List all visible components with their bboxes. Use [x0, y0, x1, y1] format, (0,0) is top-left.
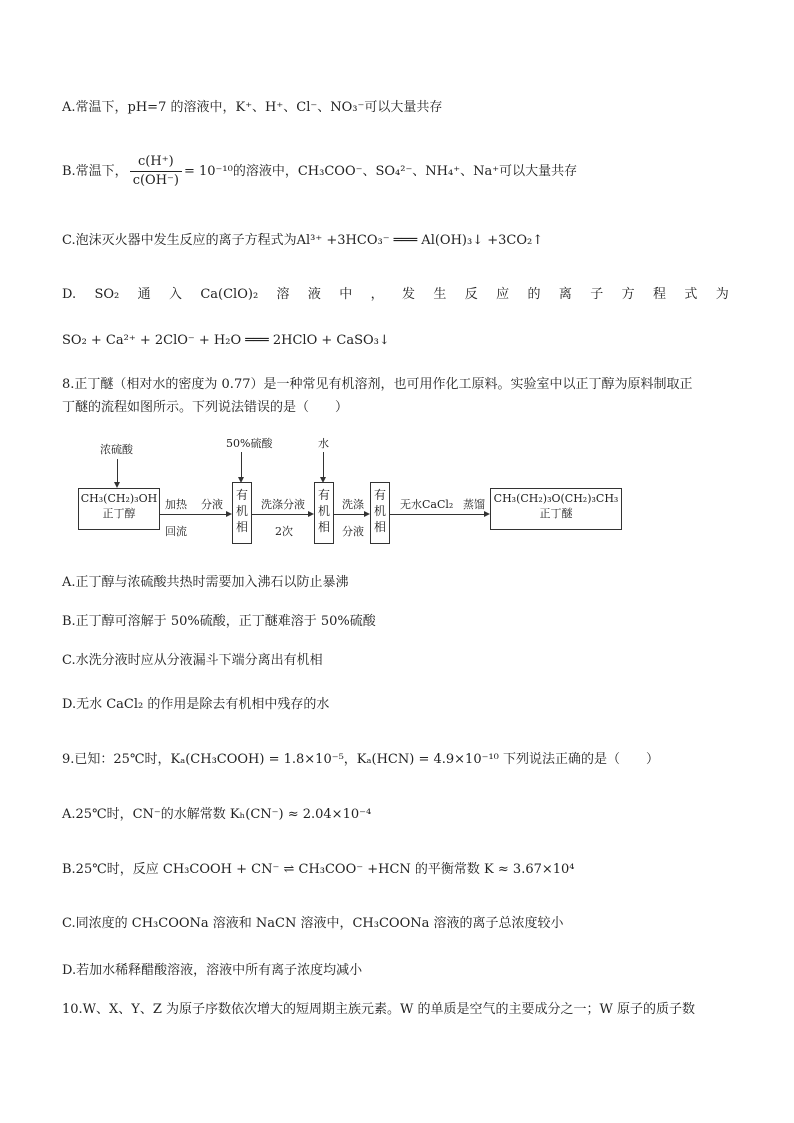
arrow-right-1-line [160, 514, 228, 515]
q7-option-d-line1: D. SO₂ 通 入 Ca(ClO)₂ 溶 液 中 ， 发 生 反 应 的 离 子 方 程 式 为 [62, 287, 729, 302]
end-box [490, 488, 622, 530]
organic-phase-label-1: 有机相 [236, 488, 249, 534]
start-name: 正丁醇 [102, 507, 136, 520]
arrow-right-2-line [252, 514, 310, 515]
organic-phase-box-2 [314, 482, 334, 544]
step-separate-2: 分液 [342, 525, 364, 538]
start-box [78, 488, 160, 530]
ion-product-fraction: $\frac{c(H^+)}{c(OH^-)}$ [130, 153, 182, 190]
q8-option-a: A.正丁醇与浓硫酸共热时需要加入沸石以防止暴沸 [62, 575, 349, 590]
q9-option-a: A.25℃时，CN⁻的水解常数 Kₕ(CN⁻) ≈ 2.04×10⁻⁴ [62, 807, 372, 822]
q8-stem-line1: 8.正丁醚（相对水的密度为 0.77）是一种常见有机溶剂，也可用作化工原料。实验室中以正丁醇为原料制取正 [62, 377, 693, 392]
step-reflux: 回流 [165, 525, 187, 538]
arrow-down-3-line [323, 452, 324, 478]
reagent-50-sulfuric: 50%硫酸 [226, 437, 273, 450]
step-twice: 2次 [275, 525, 293, 538]
organic-phase-box-3 [370, 482, 390, 544]
end-name: 正丁醚 [539, 507, 573, 520]
organic-phase-box-1 [232, 482, 252, 544]
q8-option-c: C.水洗分液时应从分液漏斗下端分离出有机相 [62, 653, 323, 668]
reagent-water: 水 [318, 437, 329, 450]
q9-option-b: B.25℃时，反应 CH₃COOH + CN⁻ ⇌ CH₃COO⁻ +HCN 的平衡常数 K ≈ 3.67×10⁴ [62, 862, 575, 877]
q8-option-b: B.正丁醇可溶解于 50%硫酸，正丁醚难溶于 50%硫酸 [62, 614, 376, 629]
step-separate-1: 分液 [201, 498, 223, 511]
q9-stem: 9.已知：25℃时，Kₐ(CH₃COOH) = 1.8×10⁻⁵，Kₐ(HCN) = 4.9×10⁻¹⁰ 下列说法正确的是（ ） [62, 752, 660, 767]
q9-option-c: C.同浓度的 CH₃COONa 溶液和 NaCN 溶液中，CH₃COONa 溶液的离子总浓度较小 [62, 916, 564, 931]
reagent-conc-sulfuric: 浓硫酸 [100, 443, 133, 456]
step-heat: 加热 [165, 498, 187, 511]
q7-option-d-line2: SO₂ + Ca²⁺ + 2ClO⁻ + H₂O ═══ 2HClO + CaSO₃↓ [62, 333, 390, 348]
step-anhydrous-cacl2: 无水CaCl₂ [400, 498, 454, 511]
q7-option-b: B.常温下， $\frac{c(H^+)}{c(OH^-)}$ = 10⁻¹⁰的溶液中，CH₃COO⁻、SO₄²⁻、NH₄⁺、Na⁺可以大量共存 [62, 154, 578, 188]
arrow-down-1-line [117, 459, 118, 483]
q7-option-a: A.常温下，pH=7 的溶液中，K⁺、H⁺、Cl⁻、NO₃⁻可以大量共存 [62, 100, 443, 115]
arrow-right-4-line [390, 514, 486, 515]
q8-stem-line2: 丁醚的流程如图所示。下列说法错误的是（ ） [62, 400, 349, 415]
organic-phase-label-3: 有机相 [374, 488, 387, 534]
start-formula: CH₃(CH₂)₃OH [80, 492, 158, 505]
q9-option-d: D.若加水稀释醋酸溶液，溶液中所有离子浓度均减小 [62, 963, 363, 978]
q8-option-d: D.无水 CaCl₂ 的作用是除去有机相中残存的水 [62, 697, 330, 712]
q10-stem: 10.W、X、Y、Z 为原子序数依次增大的短周期主族元素。W 的单质是空气的主要成分之一；W 原子的质子数 [62, 1002, 696, 1017]
arrow-down-2-line [241, 452, 242, 478]
q7-option-c: C.泡沫灭火器中发生反应的离子方程式为Al³⁺ +3HCO₃⁻ ═══ Al(OH)₃↓ +3CO₂↑ [62, 233, 544, 248]
arrow-right-3-line [334, 514, 366, 515]
organic-phase-label-2: 有机相 [318, 488, 331, 534]
step-wash-separate: 洗涤分液 [261, 498, 305, 511]
step-distill: 蒸馏 [463, 498, 485, 511]
step-wash: 洗涤 [342, 498, 364, 511]
end-formula: CH₃(CH₂)₃O(CH₂)₃CH₃ [493, 492, 619, 505]
